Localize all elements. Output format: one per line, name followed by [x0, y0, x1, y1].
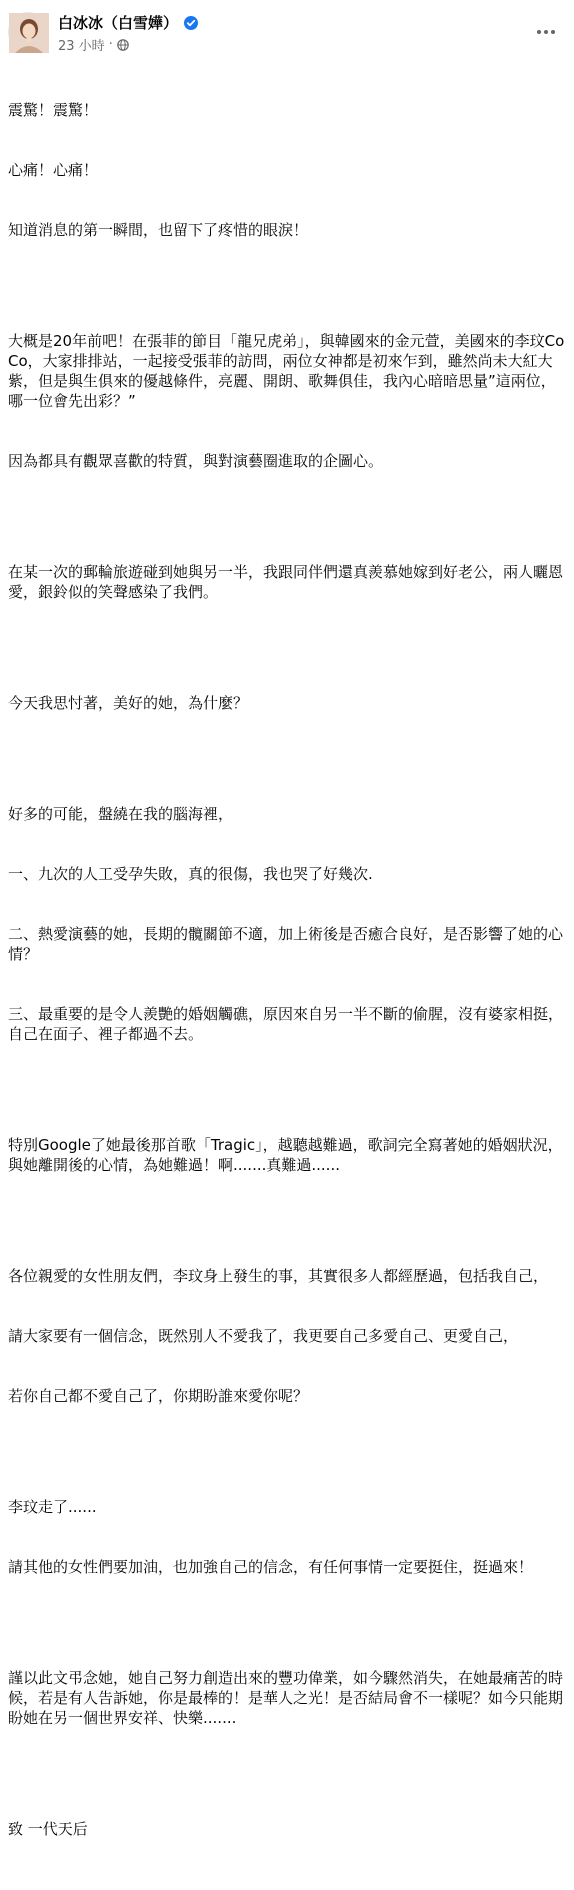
post-text-line: 因為都具有觀眾喜歡的特質，與對演藝圈進取的企圖心。: [8, 452, 384, 470]
paragraph: [8, 653, 568, 753]
post-text-line: 請其他的女性們要加油，也加強自己的信念，有任何事情一定要挺住，挺過來！: [8, 1558, 534, 1576]
post-text-line: 特別Google了她最後那首歌「Tragic」，越聽越難過，歌詞完全寫著她的婚姻狀況，與她離開後的心情，為她難過！啊.......真難過......: [8, 1136, 563, 1174]
post-text-line: 好多的可能，盤繞在我的腦海裡，: [8, 805, 234, 823]
paragraph: [8, 1628, 568, 1768]
paragraph: [8, 291, 568, 511]
post-text-line: 若你自己都不愛自己了，你期盼誰來愛你呢？: [8, 1387, 309, 1405]
post-text-line: 李玟走了......: [8, 1498, 97, 1516]
verified-badge-icon: [184, 15, 198, 29]
post-text-line: 謹以此文弔念她，她自己努力創造出來的豐功偉業，如今驟然消失，在她最痛苦的時候，若是有人告訴她，你是最棒的！是華人之光！是否結局會不一樣呢？如今只能期盼她在另一個世界安祥、快樂.......: [8, 1669, 564, 1727]
post-text-line: 三、最重要的是令人羨艷的婚姻觸礁，原因來自另一半不斷的偷腥，沒有婆家相挺，自己在面子、裡子都過不去。: [8, 1005, 564, 1043]
author-line: [58, 12, 198, 32]
paragraph: [8, 522, 568, 642]
post-text-line: 致 一代天后: [8, 1820, 88, 1838]
post-text-line: 今天我思忖著，美好的她，為什麼？: [8, 694, 249, 712]
post-text-line: 一、九次的人工受孕失敗，真的很傷，我也哭了好幾次.: [8, 865, 373, 883]
post-text-line: 請大家要有一個信念，既然別人不愛我了，我更要自己多愛自己、更愛自己，: [8, 1327, 519, 1345]
post-text-line: 各位親愛的女性朋友們，李玟身上發生的事，其實很多人都經歷過，包括我自己，: [8, 1267, 549, 1285]
paragraph: [8, 60, 568, 280]
post-text-line: 二、熱愛演藝的她，長期的髖關節不適，加上術後是否癒合良好，是否影響了她的心情？: [8, 925, 564, 963]
paragraph: [8, 1095, 568, 1215]
post-text-line: 在某一次的郵輪旅遊碰到她與另一半，我跟同伴們還真羨慕她嫁到好老公，兩人曬恩愛，銀鈴似的笑聲感染了我們。: [8, 563, 564, 601]
post-meta: [58, 35, 129, 54]
post-body: [8, 60, 568, 1890]
author-avatar[interactable]: [8, 12, 48, 52]
avatar-portrait-icon: [9, 13, 49, 53]
post-text-line: 心痛！心痛！: [8, 161, 99, 179]
more-options-button[interactable]: [528, 14, 564, 50]
post-text-line: 震驚！震驚！: [8, 101, 99, 119]
more-horizontal-icon: [536, 29, 556, 35]
post-text-line: 大概是20年前吧！在張菲的節目「龍兄虎弟」，與韓國來的金元萱，美國來的李玟CoCo，大家排排站，一起接受張菲的訪問，兩位女神都是初來乍到，雖然尚未大紅大紫，但是與生俱來的優越條件，亮麗、開朗、歌舞俱佳，我內心暗暗思量”這兩位，哪一位會先出彩？”: [8, 332, 565, 410]
post-text-line: 知道消息的第一瞬間，也留下了疼惜的眼淚！: [8, 221, 309, 239]
paragraph: [8, 1226, 568, 1446]
paragraph: [8, 1457, 568, 1617]
meta-separator: ·: [108, 37, 113, 52]
post-header: [0, 0, 574, 56]
paragraph: [8, 764, 568, 1084]
post-timestamp[interactable]: 23 小時: [58, 39, 105, 54]
author-name[interactable]: 白冰冰（白雪嬅）: [58, 13, 179, 32]
paragraph: [8, 1779, 568, 1879]
globe-icon[interactable]: [117, 39, 129, 51]
